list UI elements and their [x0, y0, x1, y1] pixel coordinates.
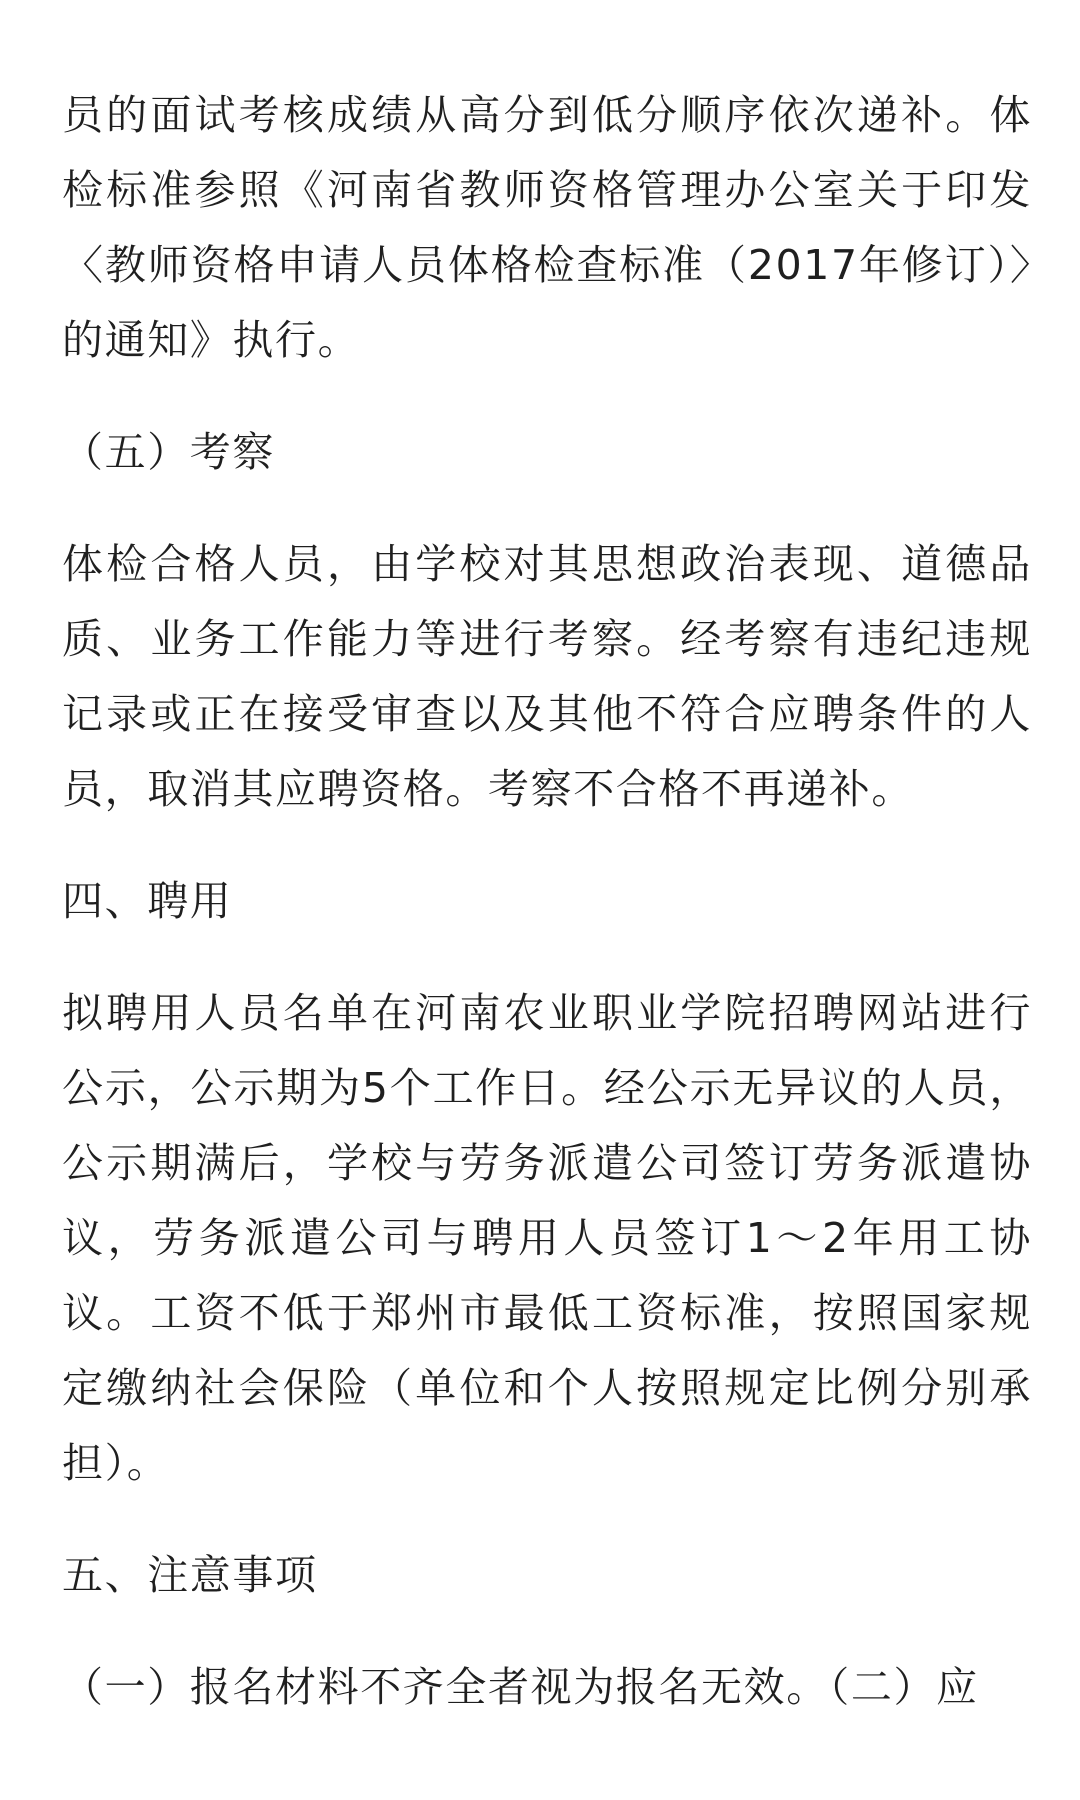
- article-body: [62, 78, 1032, 1762]
- section-heading-employment: 四、聘用: [62, 877, 233, 925]
- section-heading-inspection: （五）考察: [62, 428, 275, 476]
- paragraph-physical-exam: 员的面试考核成绩从高分到低分顺序依次递补。体检标准参照《河南省教师资格管理办公室关于印发〈教师资格申请人员体格检查标准（2017年修订）〉的通知》执行。: [62, 91, 1032, 364]
- paragraph-notes: （一）报名材料不齐全者视为报名无效。（二）应: [62, 1663, 979, 1711]
- paragraph-inspection: 体检合格人员，由学校对其思想政治表现、道德品质、业务工作能力等进行考察。经考察有违纪违规记录或正在接受审查以及其他不符合应聘条件的人员，取消其应聘资格。考察不合格不再递补。: [62, 540, 1032, 813]
- paragraph-employment: 拟聘用人员名单在河南农业职业学院招聘网站进行公示，公示期为5个工作日。经公示无异议的人员，公示期满后，学校与劳务派遣公司签订劳务派遣协议，劳务派遣公司与聘用人员签订1～2年用工协议。工资不低于郑州市最低工资标准，按照国家规定缴纳社会保险（单位和个人按照规定比例分别承担）。: [62, 989, 1032, 1487]
- section-heading-notes: 五、注意事项: [62, 1551, 318, 1599]
